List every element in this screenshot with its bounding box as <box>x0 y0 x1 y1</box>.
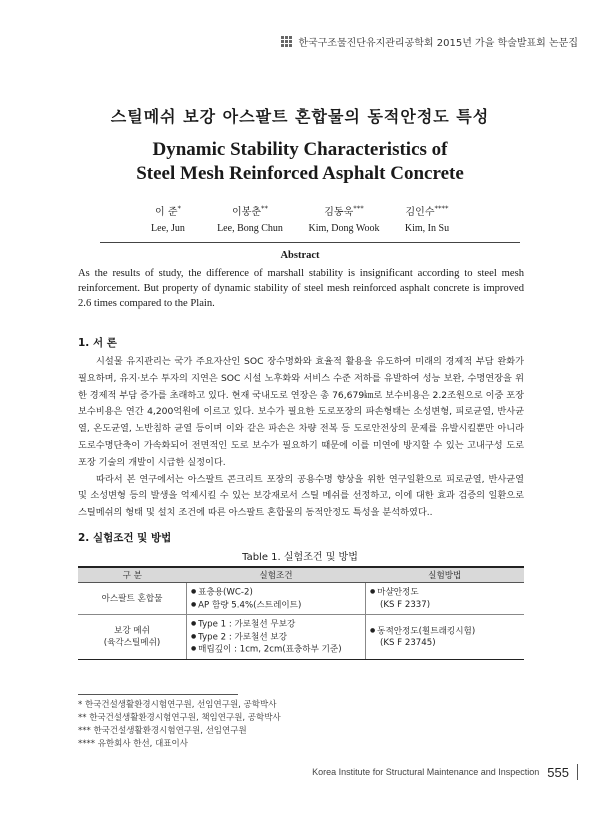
author-name-en: Kim, In Su <box>404 223 450 234</box>
column-header: 구 분 <box>78 567 187 583</box>
author-divider <box>100 242 520 243</box>
row-label-line: (육각스틸메쉬) <box>103 637 161 648</box>
table-header-row <box>78 567 524 583</box>
footnote: *** 한국건설생활환경시험연구원, 선임연구원 <box>78 726 247 736</box>
footnote-divider <box>78 694 238 695</box>
footnote: **** 유한회사 한선, 대표이사 <box>78 739 188 749</box>
title-english-line-1: Dynamic Stability Characteristics of <box>152 139 448 160</box>
row-label-line: 아스팔트 혼합물 <box>101 593 163 604</box>
author-name-en: Lee, Bong Chun <box>217 223 283 234</box>
table-row <box>78 615 524 660</box>
page-footer <box>312 764 578 780</box>
author <box>200 203 300 234</box>
table-row <box>78 583 524 615</box>
column-header: 실험방법 <box>366 567 525 583</box>
grid-dots-icon <box>281 36 292 47</box>
author-mark: ** <box>260 204 268 213</box>
section-2-heading: 2. 실험조건 및 방법 <box>78 532 172 544</box>
condition-item: ● 표층용(WC-2) <box>191 586 361 599</box>
footer-institute: Korea Institute for Structural Maintenance and Inspection <box>312 767 540 777</box>
author-name-en: Kim, Dong Wook <box>308 223 380 234</box>
author-name-ko: 김인수 <box>405 207 435 218</box>
title-korean: 스틸메쉬 보강 아스팔트 혼합물의 동적안정도 특성 <box>110 107 490 126</box>
journal-name: 한국구조물진단유지관리공학회 2015년 가을 학술발표회 논문집 <box>298 38 578 49</box>
method-standard: (KS F 2337) <box>380 599 431 610</box>
author-name-en: Lee, Jun <box>151 223 185 234</box>
abstract-heading: Abstract <box>280 250 320 261</box>
journal-header <box>281 34 578 49</box>
method-item: ● 동적안정도(휠트래킹시험) <box>370 625 520 638</box>
method-item: ● 마샬안정도 <box>370 586 520 599</box>
methods-cell <box>366 583 525 615</box>
author-mark: *** <box>353 204 364 213</box>
row-label-line: 보강 메쉬 <box>114 625 150 636</box>
author-mark: * <box>177 204 181 213</box>
author <box>128 203 208 234</box>
author <box>294 203 394 234</box>
condition-item: ● 매립깊이 : 1cm, 2cm(표층하부 기준) <box>191 643 361 656</box>
conditions-cell <box>187 583 366 615</box>
section-1-heading: 1. 서 론 <box>78 337 117 349</box>
row-label <box>78 615 187 660</box>
methods-cell <box>366 615 525 660</box>
paragraph: 따라서 본 연구에서는 아스팔트 콘크리트 포장의 공용수명 향상을 위한 연구일환으로 피로균열, 반사균열 및 소성변형 등의 발생을 억제시킬 수 있는 보강재로서 스틸 메쉬를 선정하고, 이에 대한 효과 검증의 일환으로 스틸메쉬의 형태 및 설치 조건에 따른 아스팔트 혼합물의 동적안정도 특성을 분석하였다.. <box>78 473 524 519</box>
page-number: 555 <box>547 764 569 780</box>
author-name-ko: 이 준 <box>155 207 178 218</box>
condition-item: ● Type 1 : 가로철선 무보강 <box>191 618 361 631</box>
title-english-line-2: Steel Mesh Reinforced Asphalt Concrete <box>136 163 464 184</box>
condition-item: ● Type 2 : 가로철선 보강 <box>191 631 361 644</box>
row-label <box>78 583 187 615</box>
author-mark: **** <box>434 204 449 213</box>
paragraph: 시설물 유지관리는 국가 주요자산인 SOC 장수명화와 효율적 활용을 유도하여 미래의 경제적 부담 완화가 필요하며, 유지·보수 투자의 지연은 SOC 시설 노후화와 서비스 수준 저하를 유발하여 성능 보완, 수명연장을 위한 경제적 부담 증가를 초래하고 있다. 현재 국내도로 연장은 총 76,679㎞로 보수비용은 2.2조원으로 이중 포장 보수비용은 연간 4,200억원에 이르고 있다. 보수가 필요한 도로포장의 파손형태는 소성변형, 피로균열, 반사균열, 온도균열, 노반침하 균열 등이며 이와 같은 파손은 차량 전복 등 도로안전상의 문제를 유발시킬뿐만 아니라 도로수명단축이 가속화되어 전면적인 도로 보수가 필요하기 때문에 이를 미연에 방지할 수 있는 고내구성 도로포장 기술의 개발이 시급한 실정이다. <box>78 356 524 468</box>
table-caption: Table 1. 실험조건 및 방법 <box>242 552 358 563</box>
author-name-ko: 김동욱 <box>324 207 354 218</box>
abstract-text: As the results of study, the difference of marshall stability is insignificant according to steel mesh reinforcement. But property of dynamic stability of steel mesh reinforced asphalt concrete is improved 2.6 times compared to the Plain. <box>78 268 524 310</box>
method-standard: (KS F 23745) <box>380 638 436 648</box>
footnote: ** 한국건설생활환경시험연구원, 책임연구원, 공학박사 <box>78 713 281 723</box>
condition-item: ● AP 함량 5.4%(스트레이트) <box>191 599 361 612</box>
author-name-ko: 이봉춘 <box>232 207 261 218</box>
footer-bar <box>577 764 578 780</box>
conditions-table <box>78 566 524 660</box>
section-1-body <box>78 354 524 522</box>
footnote: * 한국건설생활환경시험연구원, 선임연구원, 공학박사 <box>78 700 277 710</box>
column-header: 실험조건 <box>187 567 366 583</box>
author <box>382 203 472 234</box>
conditions-cell <box>187 615 366 660</box>
